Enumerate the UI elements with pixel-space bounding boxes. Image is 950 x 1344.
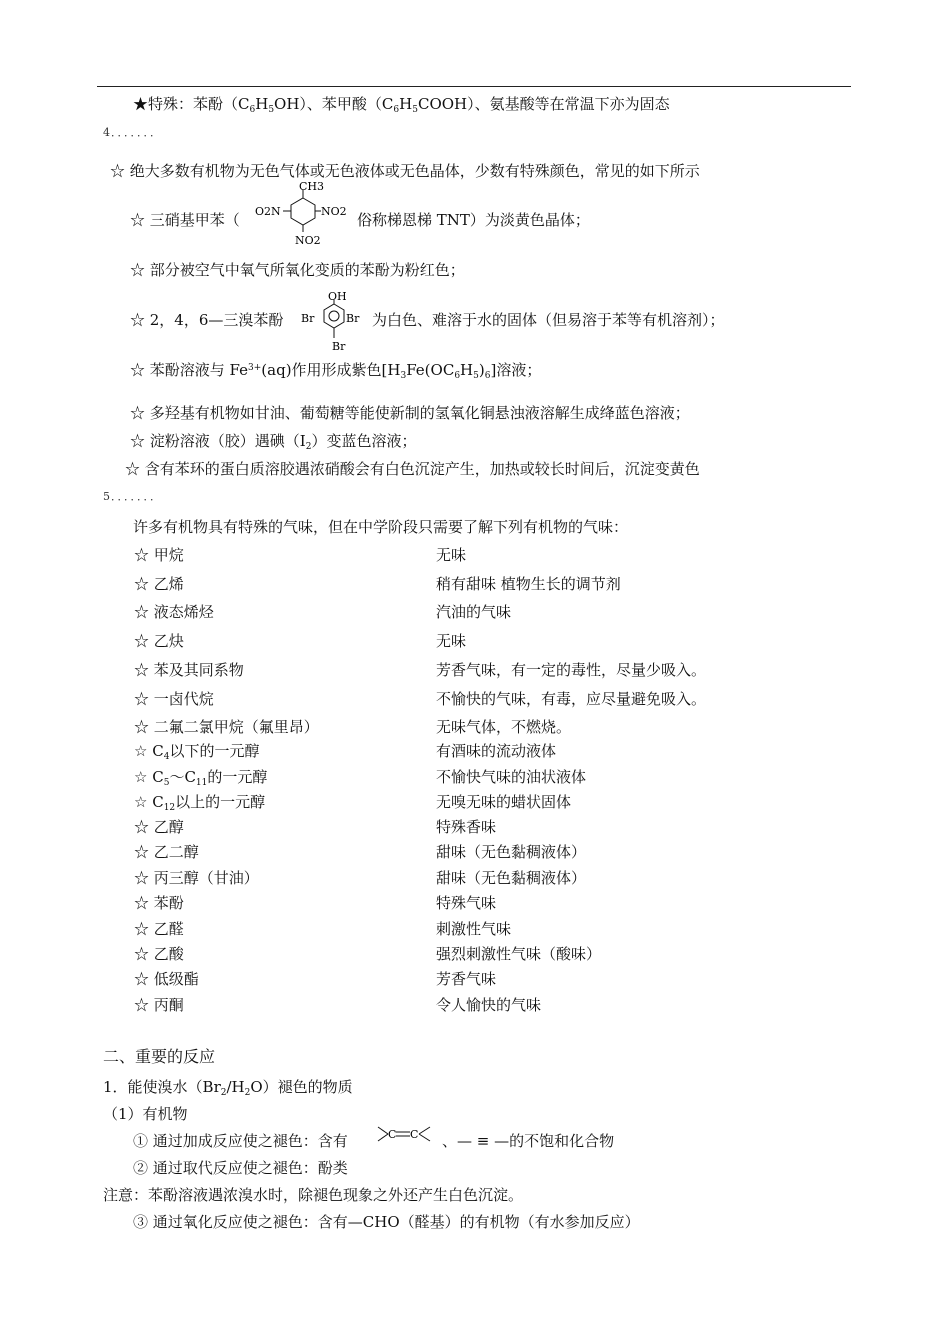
c5-c11-alcohol-smell: 不愉快气味的油状液体 [436, 768, 587, 786]
smell-row-smell: 不愉快的气味，有毒，应尽量避免吸入。 [436, 689, 707, 708]
oxidation-text: ③ 通过氧化反应使之褪色：含有—CHO（醛基）的有机物（有水参加反应） [133, 1213, 640, 1231]
svg-text:C: C [410, 1128, 419, 1141]
smell-row-name: ☆ 乙醛 [134, 919, 184, 938]
smell-row-name: ☆ 液态烯烃 [134, 603, 214, 622]
phenol-bromine-note: 注意：苯酚溶液遇浓溴水时，除褪色现象之外还产生白色沉淀。 [103, 1186, 524, 1204]
color-intro: ☆ 绝大多数有机物为无色气体或无色液体或无色晶体，少数有特殊颜色，常见的如下所示 [110, 162, 700, 180]
smell-row-name: ☆ 丙酮 [134, 995, 184, 1014]
tribromo-oh-label: OH [328, 290, 347, 303]
smell-row-smell: 特殊气味 [436, 894, 497, 913]
tnt-o2n-label: O2N [255, 205, 281, 218]
smell-row-smell: 强烈刺激性气味（酸味） [436, 945, 602, 963]
smell-row-smell: 汽油的气味 [436, 603, 512, 622]
tnt-no2-right-label: NO2 [321, 205, 347, 218]
addition-text-post: 、— ≡ —的不饱和化合物 [442, 1132, 615, 1150]
top-rule [97, 86, 851, 87]
smell-row-name: ☆ 丙三醇（甘油） [134, 868, 259, 887]
starch-iodine: ☆ 淀粉溶液（胶）遇碘$(I_2)$变蓝色溶液； [130, 432, 417, 452]
c12-alcohol-name: ☆ $C_{12}$以上的一元醇 [134, 793, 266, 813]
smell-row-smell: 稍有甜味 植物生长的调节剂 [436, 574, 621, 593]
smell-row-name: ☆ 乙二醇 [134, 843, 199, 862]
smell-intro: 许多有机物具有特殊的气味，但在中学阶段只需要了解下列有机物的气味： [133, 518, 629, 536]
organic-subheading: （1）有机物 [103, 1105, 188, 1123]
c4-alcohol-smell: 有酒味的流动液体 [436, 742, 557, 760]
phenol-oxidized: ☆ 部分被空气中氧气所氧化变质的苯酚为粉红色； [130, 261, 465, 279]
addition-text-pre: ① 通过加成反应使之褪色：含有 [133, 1132, 348, 1150]
smell-row-name: ☆ 乙酸 [134, 945, 184, 963]
smell-row-name: ☆ 乙炔 [134, 632, 184, 651]
smell-row-smell: 芳香气味 [436, 970, 497, 989]
smell-row-smell: 令人愉快的气味 [436, 995, 542, 1014]
smell-row-smell: 甜味（无色黏稠液体） [436, 868, 587, 887]
substitution-text: ② 通过取代反应使之褪色：酚类 [133, 1159, 348, 1177]
c12-alcohol-smell: 无嗅无味的蜡状固体 [436, 793, 572, 811]
cc-double-bond-structure [376, 1122, 436, 1152]
tribromo-text-pre: ☆ 2，4，6—三溴苯酚 [130, 311, 284, 329]
tnt-structure [255, 180, 355, 254]
smell-row-name: ☆ 二氟二氯甲烷（氟里昂） [134, 718, 319, 737]
tnt-text-post: 俗称梯恩梯 TNT）为淡黄色晶体； [357, 211, 590, 229]
smell-row-smell: 无味 [436, 546, 467, 564]
section-4-heading: 4．．．．．．． [103, 126, 162, 139]
tribromophenol-structure [298, 290, 370, 366]
tribromo-text-post: 为白色、难溶于水的固体（但易溶于苯等有机溶剂）； [372, 311, 725, 329]
smell-row-name: ☆ 一卤代烷 [134, 689, 214, 708]
smell-row-name: ☆ 苯及其同系物 [134, 660, 244, 679]
smell-row-smell: 无味 [436, 632, 467, 651]
tribromo-br-bottom-label: Br [332, 340, 346, 353]
special-solid-note: ★特殊：苯酚$(C_6H_5OH)$、苯甲酸$(C_6H_5COOH)$、氨基酸等在常温下亦为固态 [133, 95, 670, 115]
svg-text:C: C [388, 1128, 397, 1141]
tnt-text-pre: ☆ 三硝基甲苯（ [130, 211, 240, 229]
smell-row-smell: 特殊香味 [436, 818, 497, 836]
smell-row-name: ☆ 苯酚 [134, 894, 184, 913]
tribromo-br-left-label: Br [301, 312, 315, 325]
smell-row-name: ☆ 乙烯 [134, 574, 184, 593]
protein-nitric: ☆ 含有苯环的蛋白质溶胶遇浓硝酸会有白色沉淀产生，加热或较长时间后，沉淀变黄色 [125, 460, 700, 478]
c4-alcohol-name: ☆ $C_4$以下的一元醇 [134, 742, 260, 762]
bromine-water-item: 1．能使溴水$(Br_2/H_2O)$褪色的物质 [103, 1078, 353, 1098]
tribromo-br-right-label: Br [346, 312, 360, 325]
smell-row-smell: 甜味（无色黏稠液体） [436, 843, 587, 862]
polyol-copper: ☆ 多羟基有机物如甘油、葡萄糖等能使新制的氢氧化铜悬浊液溶解生成绛蓝色溶液； [130, 404, 690, 422]
smell-row-smell: 无味气体，不燃烧。 [436, 718, 572, 737]
smell-row-name: ☆ 甲烷 [134, 546, 184, 564]
tnt-ch3-label: CH3 [299, 180, 325, 193]
phenol-fe-complex: ☆ 苯酚溶液与 $Fe^{3+}(aq)$作用形成紫色$[H_3Fe(OC_6H_5)_6]$溶液； [130, 361, 542, 381]
smell-row-name: ☆ 乙醇 [134, 818, 184, 836]
c5-c11-alcohol-name: ☆ $C_5\sim C_{11}$的一元醇 [134, 768, 268, 788]
smell-row-smell: 刺激性气味 [436, 919, 512, 938]
section-5-heading: 5．．．．．．． [103, 490, 162, 503]
smell-row-smell: 芳香气味，有一定的毒性，尽量少吸入。 [436, 660, 707, 679]
tnt-no2-bottom-label: NO2 [295, 234, 321, 247]
smell-row-name: ☆ 低级酯 [134, 970, 199, 989]
part-2-heading: 二、重要的反应 [103, 1047, 216, 1066]
